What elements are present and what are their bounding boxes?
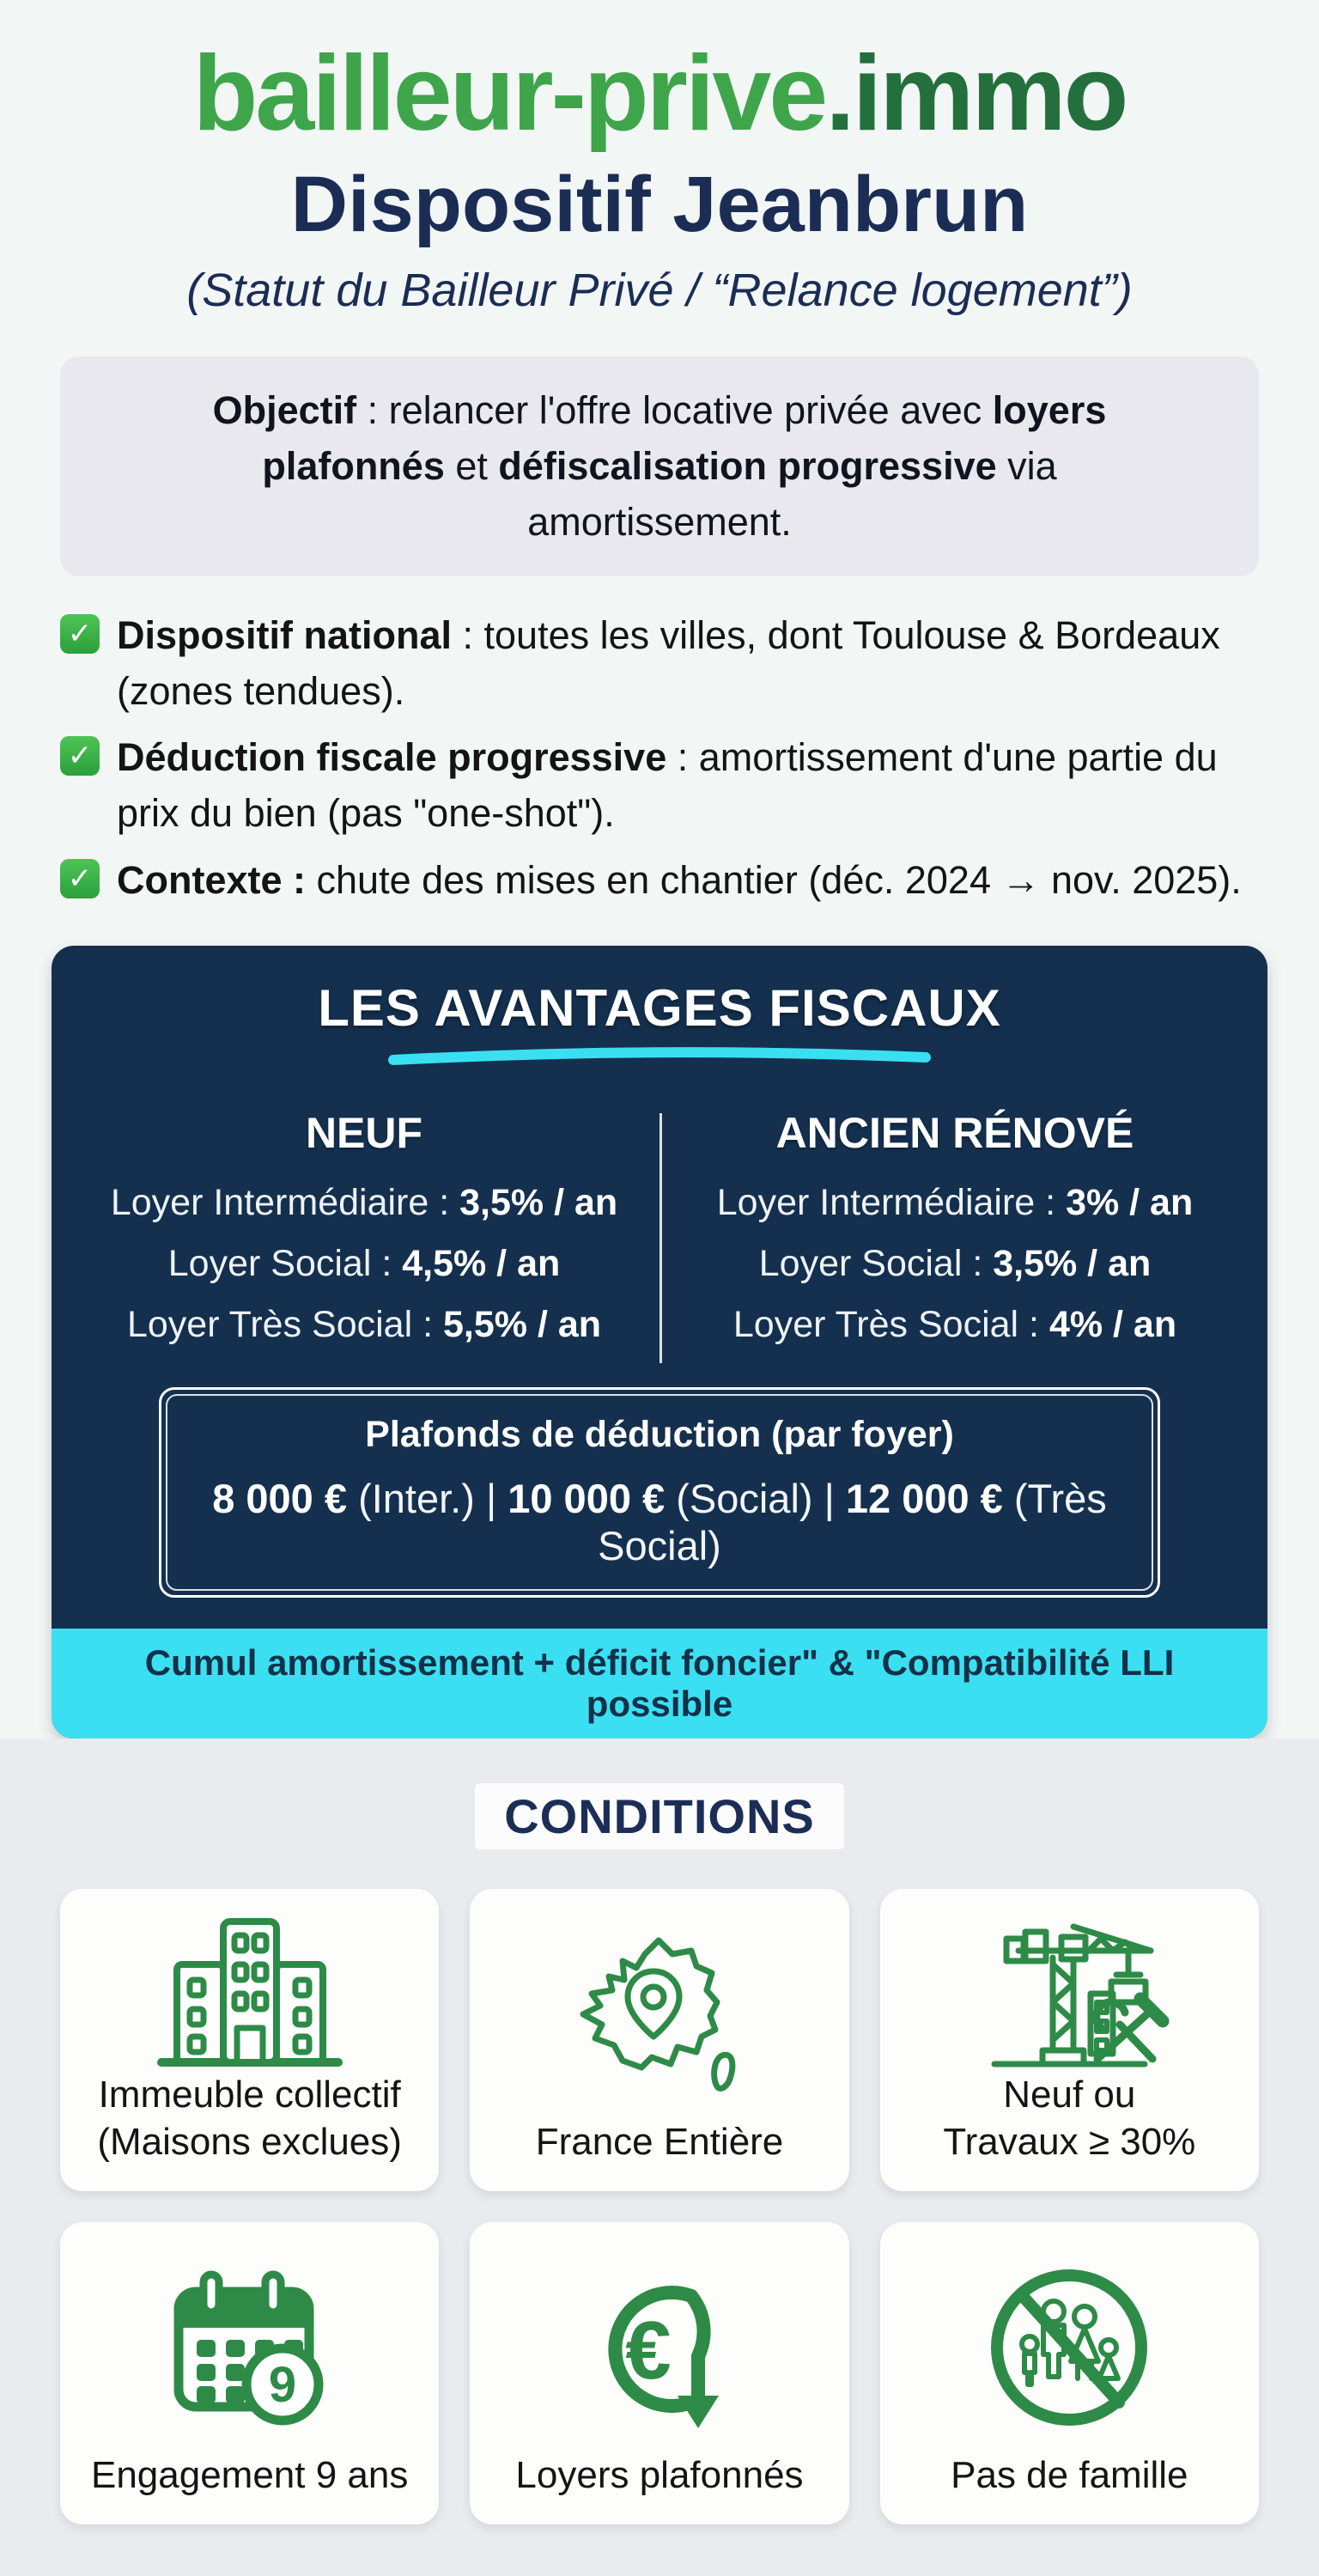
conditions-cards <box>60 1889 1259 2524</box>
objectif-text-3: via amortissement. <box>527 444 1057 545</box>
objectif-bold-1: loyers plafonnés <box>262 387 1107 489</box>
condition-card-famille <box>880 2222 1259 2524</box>
plafond-cat: (Inter.) | <box>347 1475 508 1521</box>
plafond-cat: (Très Social) <box>598 1475 1107 1568</box>
plafond-amount: 10 000 € <box>508 1475 666 1521</box>
euro-down-icon <box>569 2244 750 2451</box>
rate-label: Loyer Très Social : <box>732 1303 1049 1345</box>
page-subtitle: (Statut du Bailleur Privé / “Relance logement”) <box>186 264 1133 316</box>
condition-card-engagement <box>60 2222 439 2524</box>
condition-label-line: Immeuble collectif <box>98 2073 401 2116</box>
condition-label <box>943 2071 1195 2165</box>
rate-label: Loyer Très Social : <box>126 1303 443 1345</box>
condition-card-travaux <box>880 1889 1259 2191</box>
condition-card-loyers <box>470 2222 848 2524</box>
list-item-text <box>117 607 1259 720</box>
list-item-text <box>117 852 1242 908</box>
conditions-title: CONDITIONS <box>475 1783 844 1849</box>
avantages-title: LES AVANTAGES FISCAUX <box>318 978 1001 1037</box>
condition-label-line: France Entière <box>535 2120 784 2163</box>
plafonds-box <box>159 1387 1160 1598</box>
condition-label-line: Travaux ≥ 30% <box>943 2120 1196 2163</box>
list-item-text <box>117 729 1259 842</box>
condition-label <box>97 2071 402 2165</box>
condition-card-france <box>470 1889 848 2191</box>
page-title: Dispositif Jeanbrun <box>290 161 1029 249</box>
rate-label: Loyer Social : <box>167 1242 403 1284</box>
rate-value: 4% / an <box>1049 1303 1177 1345</box>
rate-row <box>69 1304 660 1346</box>
condition-label <box>91 2451 408 2499</box>
objectif-text-2: et <box>444 444 499 489</box>
rates-columns <box>52 1108 1267 1365</box>
list-item-lead: Dispositif national <box>117 612 453 657</box>
objectif-text-1: : relancer l'offre locative privée avec <box>356 387 993 432</box>
rate-row <box>69 1243 660 1285</box>
objectif-box <box>60 356 1259 576</box>
plafonds-title: Plafonds de déduction (par foyer) <box>365 1413 954 1455</box>
list-item-rest: chute des mises en chantier (déc. 2024 → nov. 2025). <box>306 857 1242 902</box>
list-item-rest: : amortissement d'une partie du prix du bien (pas "one-shot"). <box>117 735 1218 836</box>
rate-row <box>660 1243 1250 1285</box>
condition-label-line: Pas de famille <box>951 2453 1188 2496</box>
rate-value: 3,5% / an <box>993 1242 1152 1284</box>
rate-value: 4,5% / an <box>402 1242 561 1284</box>
rate-label: Loyer Intermédiaire : <box>110 1181 460 1223</box>
crane-icon <box>969 1908 1170 2071</box>
plafonds-values <box>179 1475 1140 1569</box>
euro-glyph: € <box>625 2304 672 2396</box>
rate-label: Loyer Intermédiaire : <box>716 1181 1067 1223</box>
rate-row <box>660 1304 1250 1346</box>
conditions-title-wrap <box>60 1783 1259 1849</box>
list-item-rest: : toutes les villes, dont Toulouse & Bordeaux (zones tendues). <box>117 612 1220 713</box>
rate-value: 5,5% / an <box>443 1303 602 1345</box>
brand-right: .immo <box>825 34 1127 153</box>
column-header: NEUF <box>305 1108 423 1157</box>
objectif-bold-2: défiscalisation progressive <box>498 444 997 489</box>
check-icon: ✓ <box>60 614 100 654</box>
calendar-icon <box>157 2244 342 2451</box>
list-item <box>60 852 1259 908</box>
conditions-section <box>0 1739 1319 2576</box>
plafond-amount: 12 000 € <box>845 1475 1003 1521</box>
column-neuf <box>69 1108 660 1365</box>
check-icon: ✓ <box>60 736 100 776</box>
list-item <box>60 607 1259 720</box>
rate-value: 3,5% / an <box>459 1181 618 1223</box>
plafond-cat: (Social) | <box>665 1475 846 1521</box>
list-item-lead: Contexte : <box>117 857 307 902</box>
plafond-amount: 8 000 € <box>212 1475 348 1521</box>
list-item <box>60 729 1259 842</box>
condition-label <box>951 2451 1188 2499</box>
avantages-panel <box>52 946 1267 1739</box>
no-family-icon <box>982 2244 1158 2451</box>
brand-logo <box>0 34 1319 153</box>
column-header: ANCIEN RÉNOVÉ <box>775 1108 1134 1157</box>
condition-label-line: Loyers plafonnés <box>515 2453 804 2496</box>
cyan-underline <box>385 1046 934 1069</box>
condition-card-immeuble <box>60 1889 439 2191</box>
compatibility-banner: Cumul amortissement + déficit foncier" & "Compatibilité LLI possible <box>52 1629 1267 1739</box>
condition-label <box>515 2451 803 2499</box>
condition-label-line: Neuf ou <box>1003 2073 1136 2116</box>
column-divider <box>660 1113 662 1363</box>
condition-label <box>536 2118 784 2165</box>
key-points-list <box>60 607 1259 908</box>
column-ancien <box>660 1108 1250 1365</box>
list-item-lead: Déduction fiscale progressive <box>117 735 667 780</box>
check-icon: ✓ <box>60 859 100 898</box>
objectif-lead: Objectif <box>212 387 357 432</box>
brand-left: bailleur-prive <box>192 34 826 153</box>
building-icon <box>151 1911 349 2071</box>
condition-label-line: Engagement 9 ans <box>90 2453 409 2496</box>
rate-value: 3% / an <box>1066 1181 1194 1223</box>
rate-row <box>69 1182 660 1224</box>
rate-row <box>660 1182 1250 1224</box>
condition-label-line: (Maisons exclues) <box>97 2120 402 2163</box>
rate-label: Loyer Social : <box>758 1242 994 1284</box>
calendar-badge-number: 9 <box>269 2356 297 2413</box>
france-map-icon <box>569 1911 750 2118</box>
